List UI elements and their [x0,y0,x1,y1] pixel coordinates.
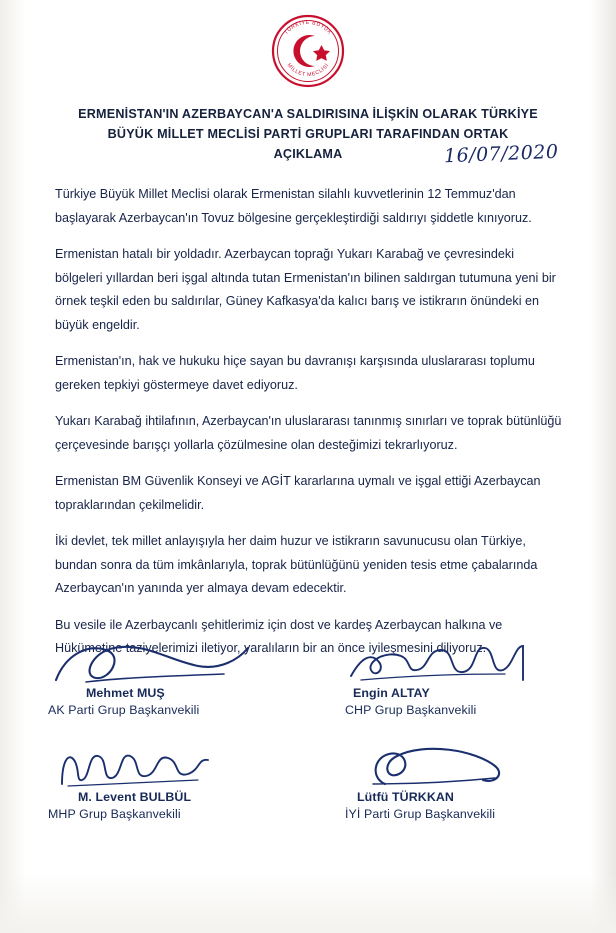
signature-scribble-icon [48,640,298,686]
handwritten-date: 16/07/2020 [444,140,560,168]
signature-title: CHP Grup Başkanvekili [345,703,477,717]
svg-text:TÜRKİYE BÜYÜK: TÜRKİYE BÜYÜK [283,19,333,36]
signature-name: Engin ALTAY [353,686,430,700]
paragraph: Ermenistan'ın, hak ve hukuku hiçe sayan bu davranışı karşısında uluslararası toplumu gereken tepkiyi göstermeye davet ediyoruz. [55,354,535,392]
heading-line-2: BÜYÜK MİLLET MECLİSİ PARTİ GRUPLARI TARAFINDAN ORTAK AÇIKLAMA [107,127,509,161]
paragraph: Ermenistan BM Güvenlik Konseyi ve AGİT kararlarına uymalı ve işgal ettiği Azerbaycan topraklarından çekilmelidir. [55,474,541,512]
signature-scribble-icon [48,744,298,790]
signature-title: İYİ Parti Grup Başkanvekili [345,807,496,821]
signature-block [48,744,298,821]
svg-text:MİLLET MECLİSİ: MİLLET MECLİSİ [285,62,331,79]
emblem-container [0,14,616,93]
paragraph: Ermenistan hatalı bir yoldadır. Azerbaycan toprağı Yukarı Karabağ ve çevresindeki bölgeleri yıllardan beri işgal altında tutan Ermenistan'ın bilinen saldırgan tutumuna yeni bir örnek teşkil eden bu saldırılar, Güney Kafkasya'da kalıcı barış ve istikrarın önündeki en büyük engeldir. [55,247,556,332]
signature-scribble-icon [345,744,595,790]
signatures-area [0,640,616,850]
signature-title: AK Parti Grup Başkanvekili [48,703,200,717]
paragraph: Yukarı Karabağ ihtilafının, Azerbaycan'ın uluslararası tanınmış sınırları ve toprak bütünlüğü çerçevesinde barışçı yollarla çözülmesine olan desteğimizi tekrarlıyoruz. [55,414,562,452]
signature-name: Lütfü TÜRKKAN [357,790,454,804]
signature-title: MHP Grup Başkanvekili [48,807,181,821]
paragraph: Türkiye Büyük Millet Meclisi olarak Ermenistan silahlı kuvvetlerinin 12 Temmuz'dan başlayarak Azerbaycan'ın Tovuz bölgesine gerçekleştirdiği saldırıyı şiddetle kınıyoruz. [55,187,532,225]
heading-line-1: ERMENİSTAN'IN AZERBAYCAN'A SALDIRISINA İLİŞKİN OLARAK TÜRKİYE [78,107,538,121]
signature-block [345,744,595,821]
signature-name: M. Levent BULBÜL [78,790,192,804]
signature-block [48,640,298,717]
document-body [55,183,563,674]
tbmm-emblem-icon [271,14,345,88]
signature-name: Mehmet MUŞ [86,686,165,700]
paragraph: Bu vesile ile Azerbaycanlı şehitlerimiz için dost ve kardeş Azerbaycan halkına ve Hükümetine taziyelerimizi iletiyor, yaralıların bir an önce iyileşmesini diliyoruz. [55,617,503,655]
paragraph: İki devlet, tek millet anlayışıyla her daim huzur ve istikrarın savunucusu olan Türkiye, bundan sonra da tüm imkânlarıyla, toprak bütünlüğünü yeniden tesis etme çabalarında Azerbaycan'ın yanında yer almaya devam edecektir. [55,534,538,595]
signature-block [345,640,595,717]
paper-bottom-shading [0,873,616,933]
signature-scribble-icon [345,640,595,686]
